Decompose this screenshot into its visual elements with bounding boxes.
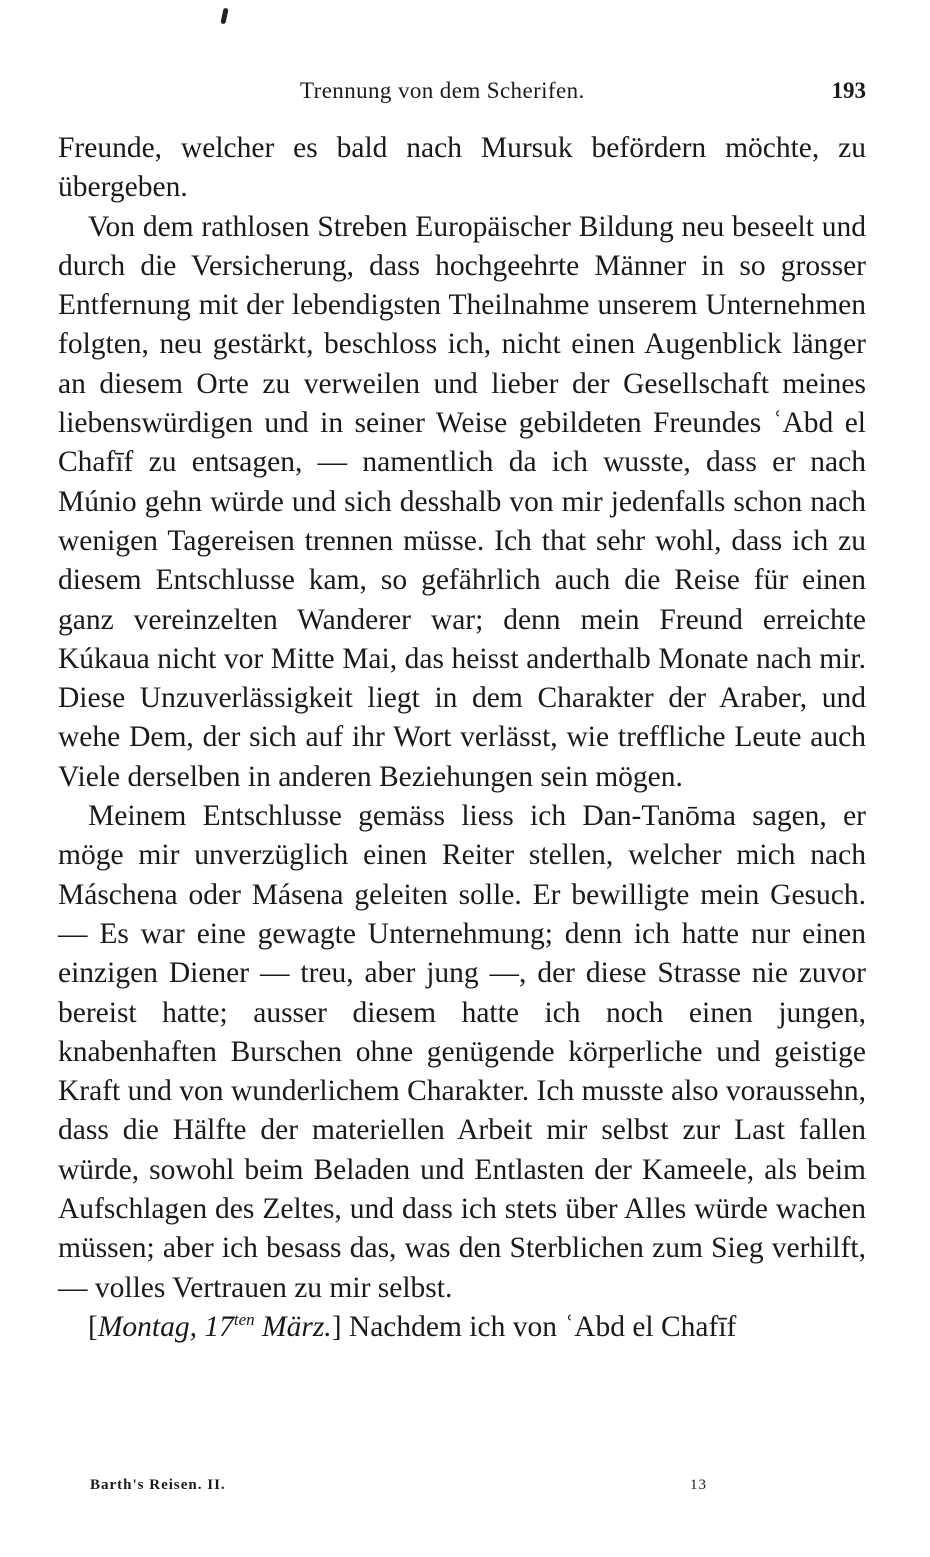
running-title: Trennung von dem Scherifen. <box>300 78 585 103</box>
body-text <box>58 129 866 1347</box>
bracket-open: [ <box>88 1310 98 1343</box>
signature-mark: Barth's Reisen. II. <box>90 1477 226 1493</box>
diary-day-suffix: ten <box>233 1310 255 1330</box>
paragraph: Meinem Entschlusse gemäss liess ich Dan-Tanōma sagen, er möge mir unverzüglich einen Reiter stellen, welcher mich nach Máschena oder Másena geleiten solle. Er bewilligte mein Gesuch. — Es war eine gewagte Unternehmung; denn ich hatte nur einen einzigen Diener — treu, aber jung —, der diese Strasse nie zuvor bereist hatte; ausser diesem hatte ich noch einen jungen, knabenhaften Burschen ohne genügende körperliche und geistige Kraft und von wunderlichem Charakter. Ich musste also voraussehn, dass die Hälfte der materiellen Arbeit mir selbst zur Last fallen würde, sowohl beim Beladen und Entlasten der Kameele, als beim Aufschlagen des Zeltes, und dass ich stets über Alles würde wachen müssen; aber ich besass das, was den Sterblichen zum Sieg verhilft, — volles Vertrauen zu mir selbst. <box>58 800 866 1304</box>
diary-text: Nachdem ich von ʿAbd el Chafīf <box>341 1310 737 1343</box>
paragraph: Von dem rathlosen Streben Europäischer Bildung neu beseelt und durch die Versicherung, dass hochgeehrte Männer in so grosser Entfernung mit der lebendigsten Theilnahme unserem Unternehmen folgten, neu gestärkt, beschloss ich, nicht einen Augenblick länger an diesem Orte zu verweilen und lieber der Gesellschaft meines liebenswürdigen und in seiner Weise gebildeten Freundes ʿAbd el Chafīf zu entsagen, — namentlich da ich wusste, dass er nach Múnio gehn würde und sich desshalb von mir jedenfalls schon nach wenigen Tagereisen trennen müsse. Ich that sehr wohl, dass ich zu diesem Entschlusse kam, so gefährlich auch die Reise für einen ganz vereinzelten Wanderer war; denn mein Freund erreichte Kúkaua nicht vor Mitte Mai, das heisst anderthalb Monate nach mir. Diese Unzuverlässigkeit liegt in dem Charakter der Araber, und wehe Dem, der sich auf ihr Wort verlässt, wie treffliche Leute auch Viele derselben in anderen Beziehungen sein mögen. <box>58 210 866 793</box>
signature-number: 13 <box>690 1477 707 1493</box>
ink-speck <box>220 8 228 25</box>
page-number: 193 <box>831 78 866 103</box>
paragraph-continuation: Freunde, welcher es bald nach Mursuk befördern möchte, zu übergeben. <box>58 132 866 204</box>
page-footer <box>90 1477 730 1501</box>
diary-paragraph <box>58 1308 866 1347</box>
diary-month: März. <box>254 1310 332 1343</box>
page-header <box>58 78 866 112</box>
diary-day: Montag, 17 <box>97 1310 234 1343</box>
diary-date <box>98 1311 332 1343</box>
bracket-close: ] <box>331 1310 342 1343</box>
